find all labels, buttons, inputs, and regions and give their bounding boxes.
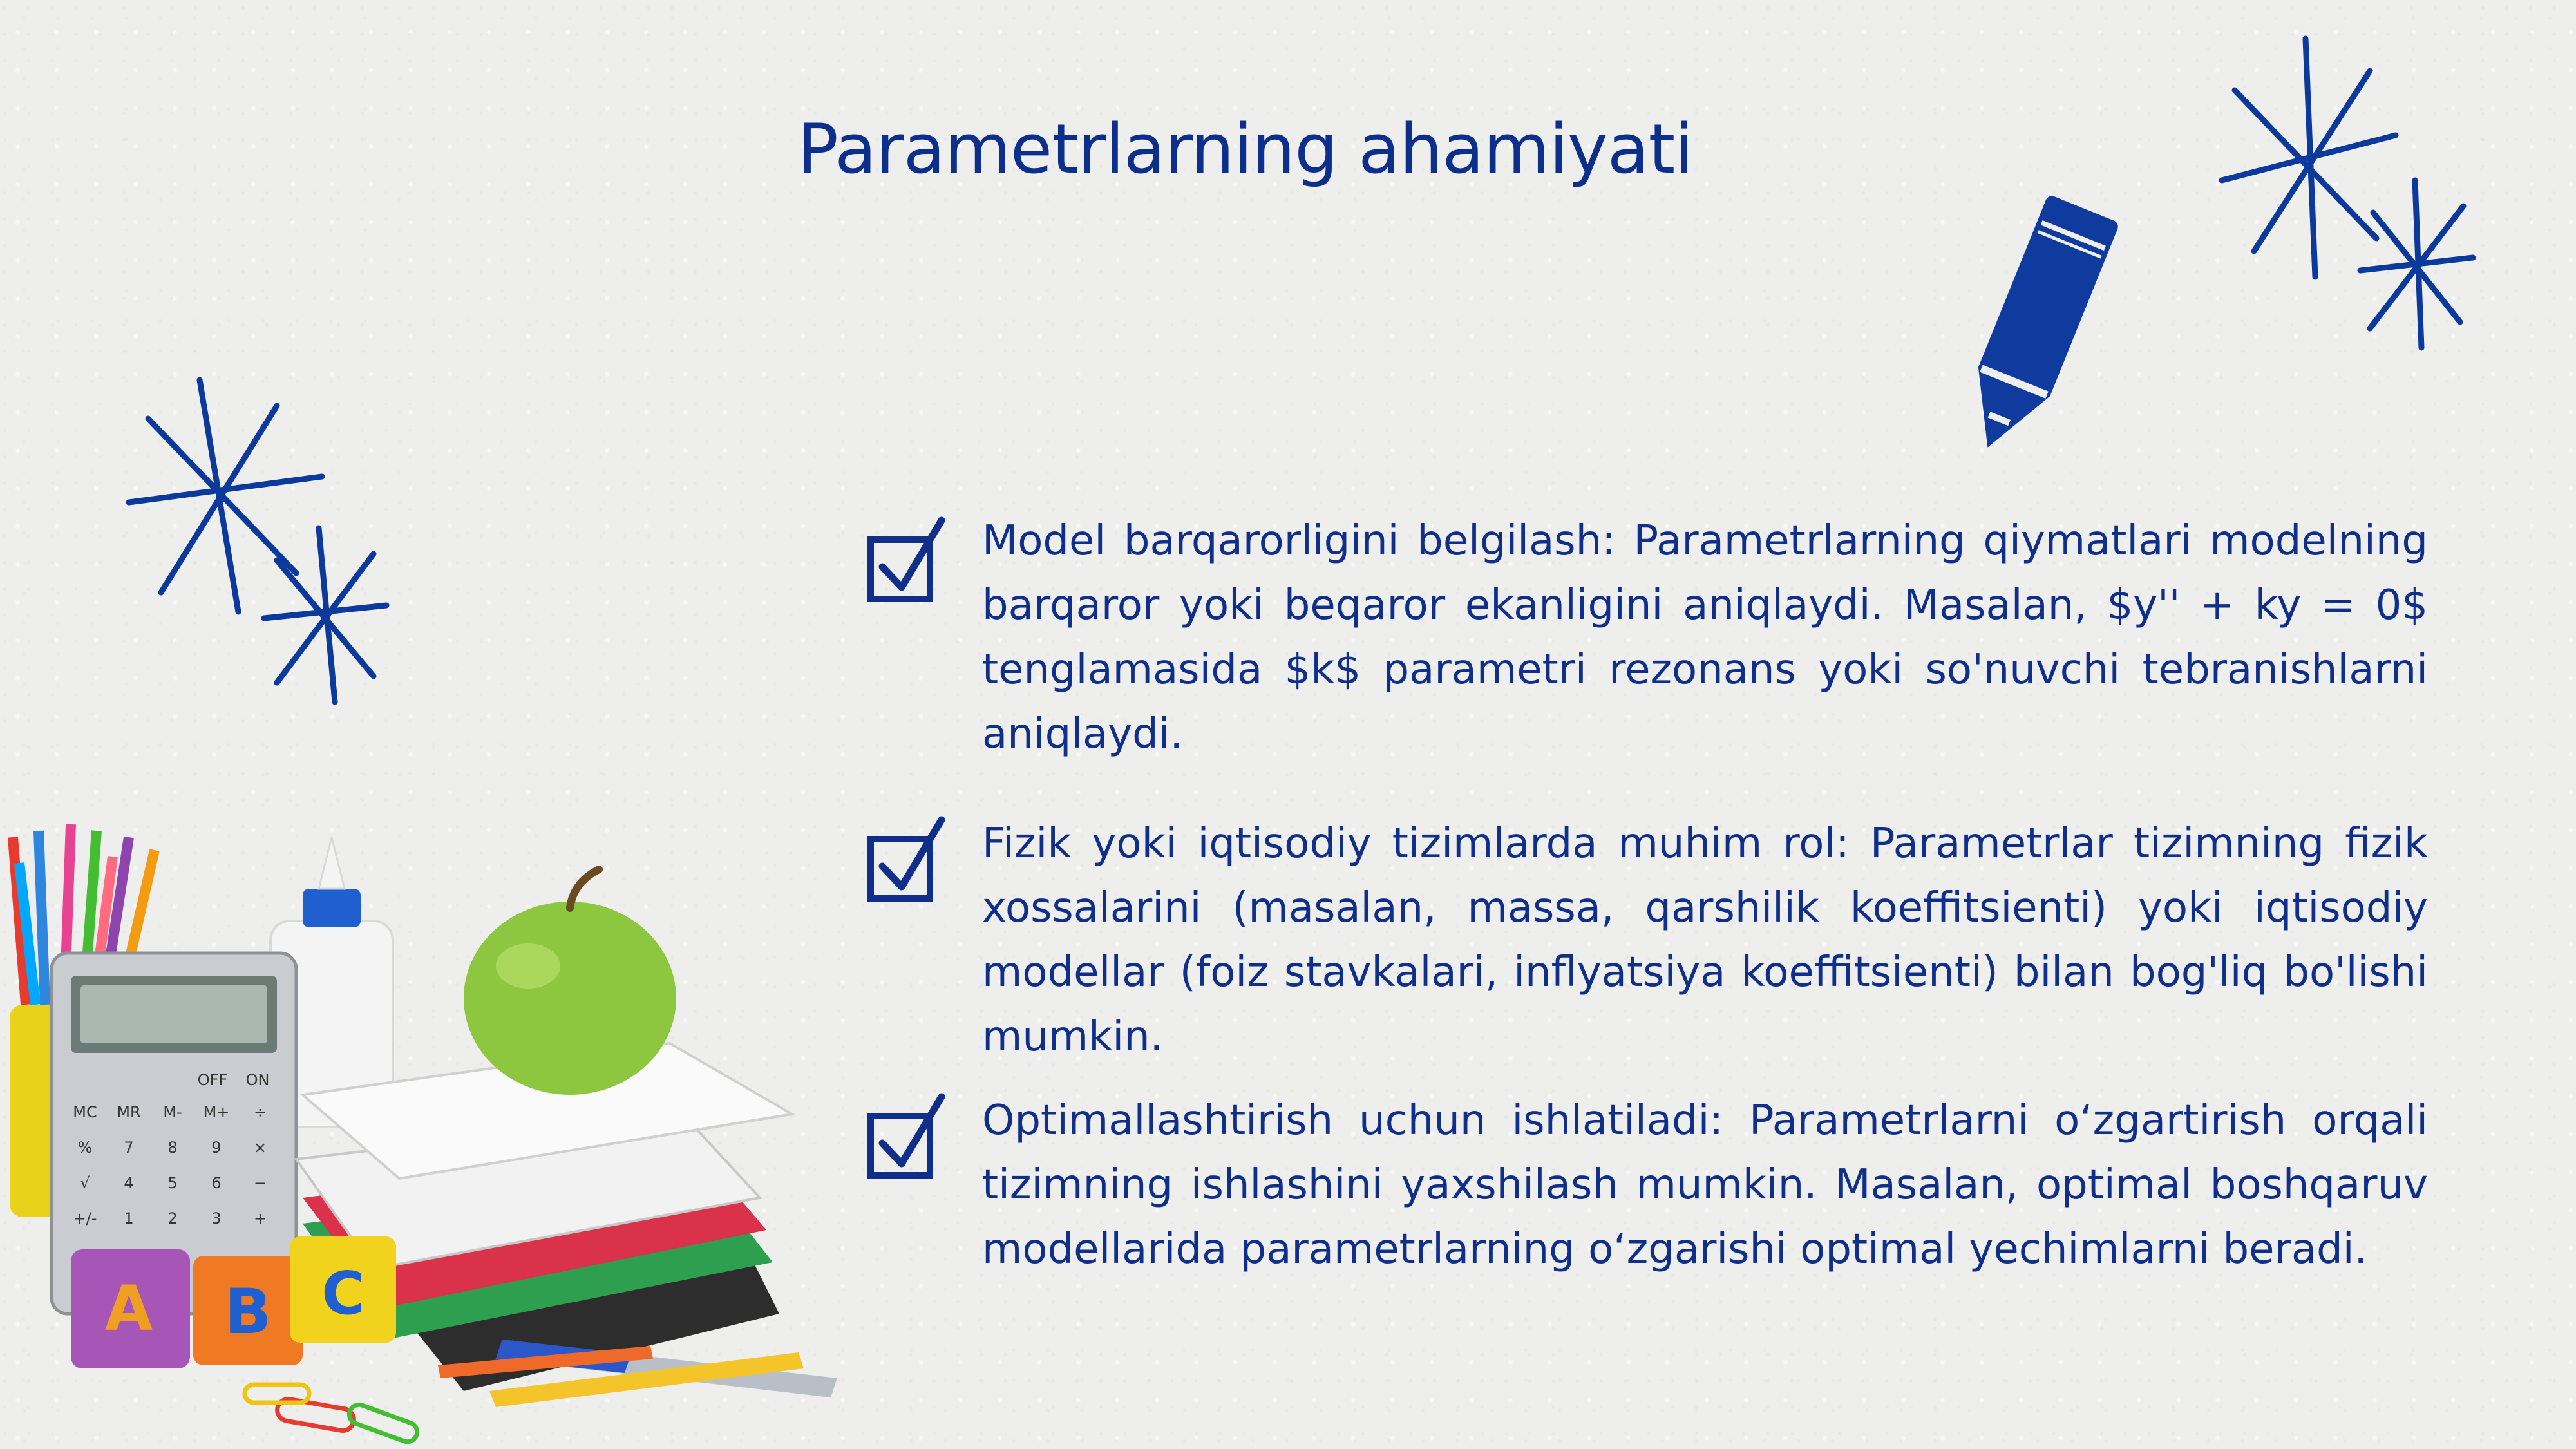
calculator-key: % <box>77 1139 93 1157</box>
calculator-key: 6 <box>211 1174 222 1192</box>
block-letter-c: C <box>321 1259 365 1328</box>
calculator-key: 8 <box>167 1139 178 1157</box>
calculator-key: M+ <box>203 1103 230 1121</box>
checkbox-check-icon <box>863 515 953 605</box>
calculator-key: +/- <box>73 1209 97 1227</box>
apple-icon <box>464 869 676 1095</box>
page-title: Parametrlarning ahamiyati <box>797 109 1693 189</box>
star-doodle-icon <box>258 522 393 708</box>
star-doodle-icon <box>2351 174 2479 354</box>
checkbox-check-icon <box>863 1092 953 1182</box>
calculator-key: 7 <box>124 1139 134 1157</box>
calculator-key: 5 <box>167 1174 178 1192</box>
bullet-text: Model barqarorligini belgilash: Parametrlarning qiymatlari modelning barqaror yoki beqaror ekanligini aniqlaydi. Masalan, $y'' + ky = 0$ tenglamasida $k$ parametri rezonans yoki so'nuvchi tebranishlarni aniqlaydi. <box>982 517 2428 758</box>
pencil-doodle-icon <box>1932 174 2145 470</box>
calculator-key: 2 <box>167 1209 178 1227</box>
bullet-text: Fizik yoki iqtisodiy tizimlarda muhim rol: Parametrlar tizimning fizik xossalarini (masalan, massa, qarshilik koeffitsienti) yoki iqtisodiy modellar (foiz stavkalari, inflyatsiya koeffitsienti) bilan bog'liq bo'lishi mumkin. <box>982 820 2428 1061</box>
block-letter-a: A <box>104 1273 153 1345</box>
school-supplies-illustration <box>0 811 869 1449</box>
calculator-key: 3 <box>211 1209 222 1227</box>
abc-blocks <box>71 1236 396 1368</box>
paper-clip-icon <box>245 1385 420 1444</box>
calculator-key: − <box>253 1174 267 1192</box>
calculator-key: 1 <box>124 1209 134 1227</box>
calculator-key: OFF <box>197 1071 228 1089</box>
calculator-key: MR <box>117 1103 141 1121</box>
calculator-key: 4 <box>124 1174 134 1192</box>
block-letter-b: B <box>224 1276 272 1348</box>
bullet-text: Optimallashtirish uchun ishlatiladi: Parametrlarni oʻzgartirish orqali tizimning ishlashini yaxshilash mumkin. Masalan, optimal boshqaruv modellarida parametrlarning oʻzgarishi optimal yechimlarni beradi. <box>982 1097 2428 1273</box>
calculator-key: ON <box>245 1071 270 1089</box>
calculator-key: ÷ <box>253 1103 267 1121</box>
calculator-key: × <box>253 1139 267 1157</box>
calculator-key: 9 <box>211 1139 222 1157</box>
calculator-key: + <box>253 1209 267 1227</box>
calculator-key: MC <box>73 1103 97 1121</box>
calculator-key: M- <box>163 1103 182 1121</box>
checkbox-check-icon <box>863 815 953 905</box>
calculator-key: √ <box>80 1174 90 1192</box>
